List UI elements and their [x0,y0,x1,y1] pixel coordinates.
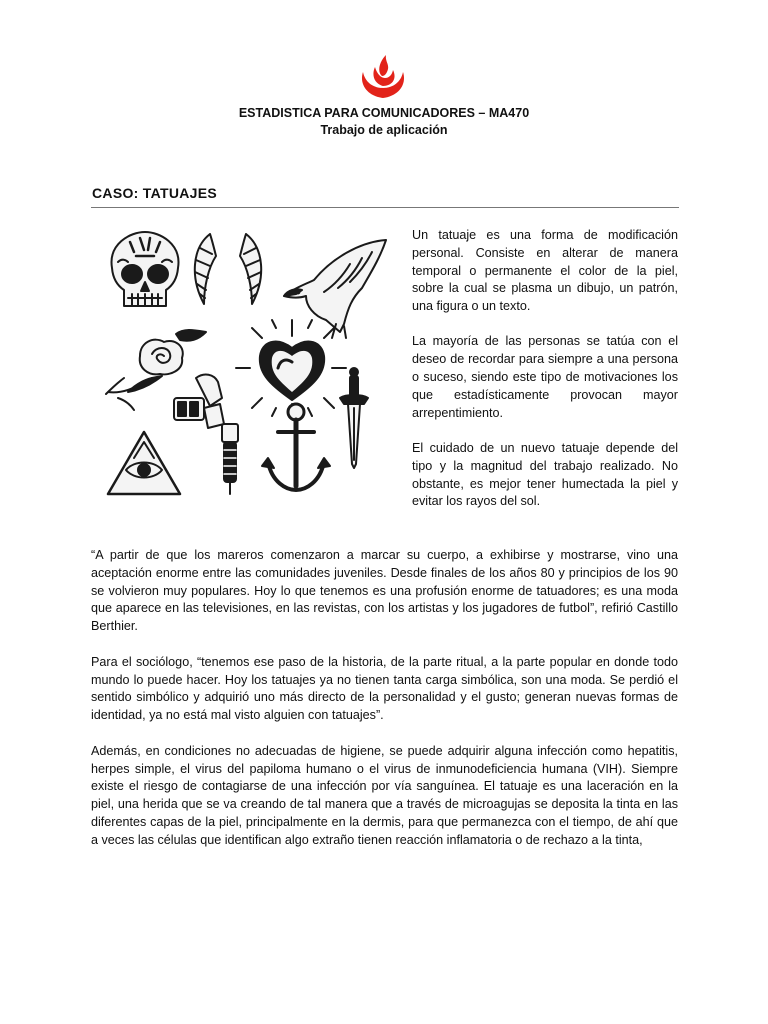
intro-paragraph-2: La mayoría de las personas se tatúa con el deseo de recordar para siempre a una persona o suceso, siendo este tipo de motivaciones los que estadísticamente provocan mayor arrepentimiento. [412,334,678,420]
wings-icon [195,234,261,304]
body-text [91,547,678,867]
tattoo-illustration [100,228,392,498]
body-paragraph-2: Para el sociólogo, “tenemos ese paso de la historia, de la parte ritual, a la parte popular en donde todo mundo lo puede hacer. Hoy los tatuajes ya no tienen tanta carga simbólica, son una moda. Se perdió el sentido simbólico y adquirió uno más directo de la personalidad y el gusto; generan nuevas formas de identidad, ya no está mal visto alguien con tatuajes”. [91,654,678,723]
tattoo-machine-icon [174,375,238,494]
dagger-icon [340,368,368,468]
intro-paragraph-3: El cuidado de un nuevo tatuaje depende del tipo y la magnitud del trabajo realizado. No obstante, es mejor tener humectada la piel y evitar los rayos del sol. [412,440,678,509]
heading-divider [91,207,679,208]
body-paragraph-3: Además, en condiciones no adecuadas de higiene, se puede adquirir alguna infección como hepatitis, herpes simple, el virus del papiloma humano o el virus de inmunodeficiencia humana (VIH). Siempre existe el riesgo de contagiarse de una infección por vía sanguínea. El tatuaje es una laceración en la piel, una herida que se va creando de tal manera que a través de microagujas se deposita la tinta en las diferentes capas de la piel, principalmente en la dermis, para que permanezca con el tiempo, de ahí que a veces las células que identifican algo extraño tienen reacción inflamatoria o de rechazo a la tinta, [91,743,678,847]
course-title: ESTADISTICA PARA COMUNICADORES – MA470 [238,106,530,120]
intro-column [412,227,678,529]
intro-paragraph-1: Un tatuaje es una forma de modificación personal. Consiste en alterar de manera temporal o permanente el color de la piel, sobre la cual se plasma un dibujo, un patrón, una figura o un texto. [412,228,678,314]
case-heading: CASO: TATUAJES [92,185,218,201]
eye-triangle-icon [108,432,180,494]
eagle-icon [284,240,386,338]
skull-icon [112,232,179,306]
heart-icon [236,320,346,416]
upc-flame-logo-icon [355,52,411,100]
document-subtitle: Trabajo de aplicación [320,123,448,137]
body-paragraph-1: “A partir de que los mareros comenzaron a marcar su cuerpo, a exhibirse y mostrarse, vino una aceptación enorme entre las comunidades juveniles. Desde finales de los años 80 y principios de los 90 se volvieron muy populares. Hoy lo que tenemos es una profusión enorme de tatuadores; es una moda que aparece en las televisiones, en las revistas, con los artistas y los jugadores de futbol”, refirió Castillo Berthier. [91,548,678,634]
